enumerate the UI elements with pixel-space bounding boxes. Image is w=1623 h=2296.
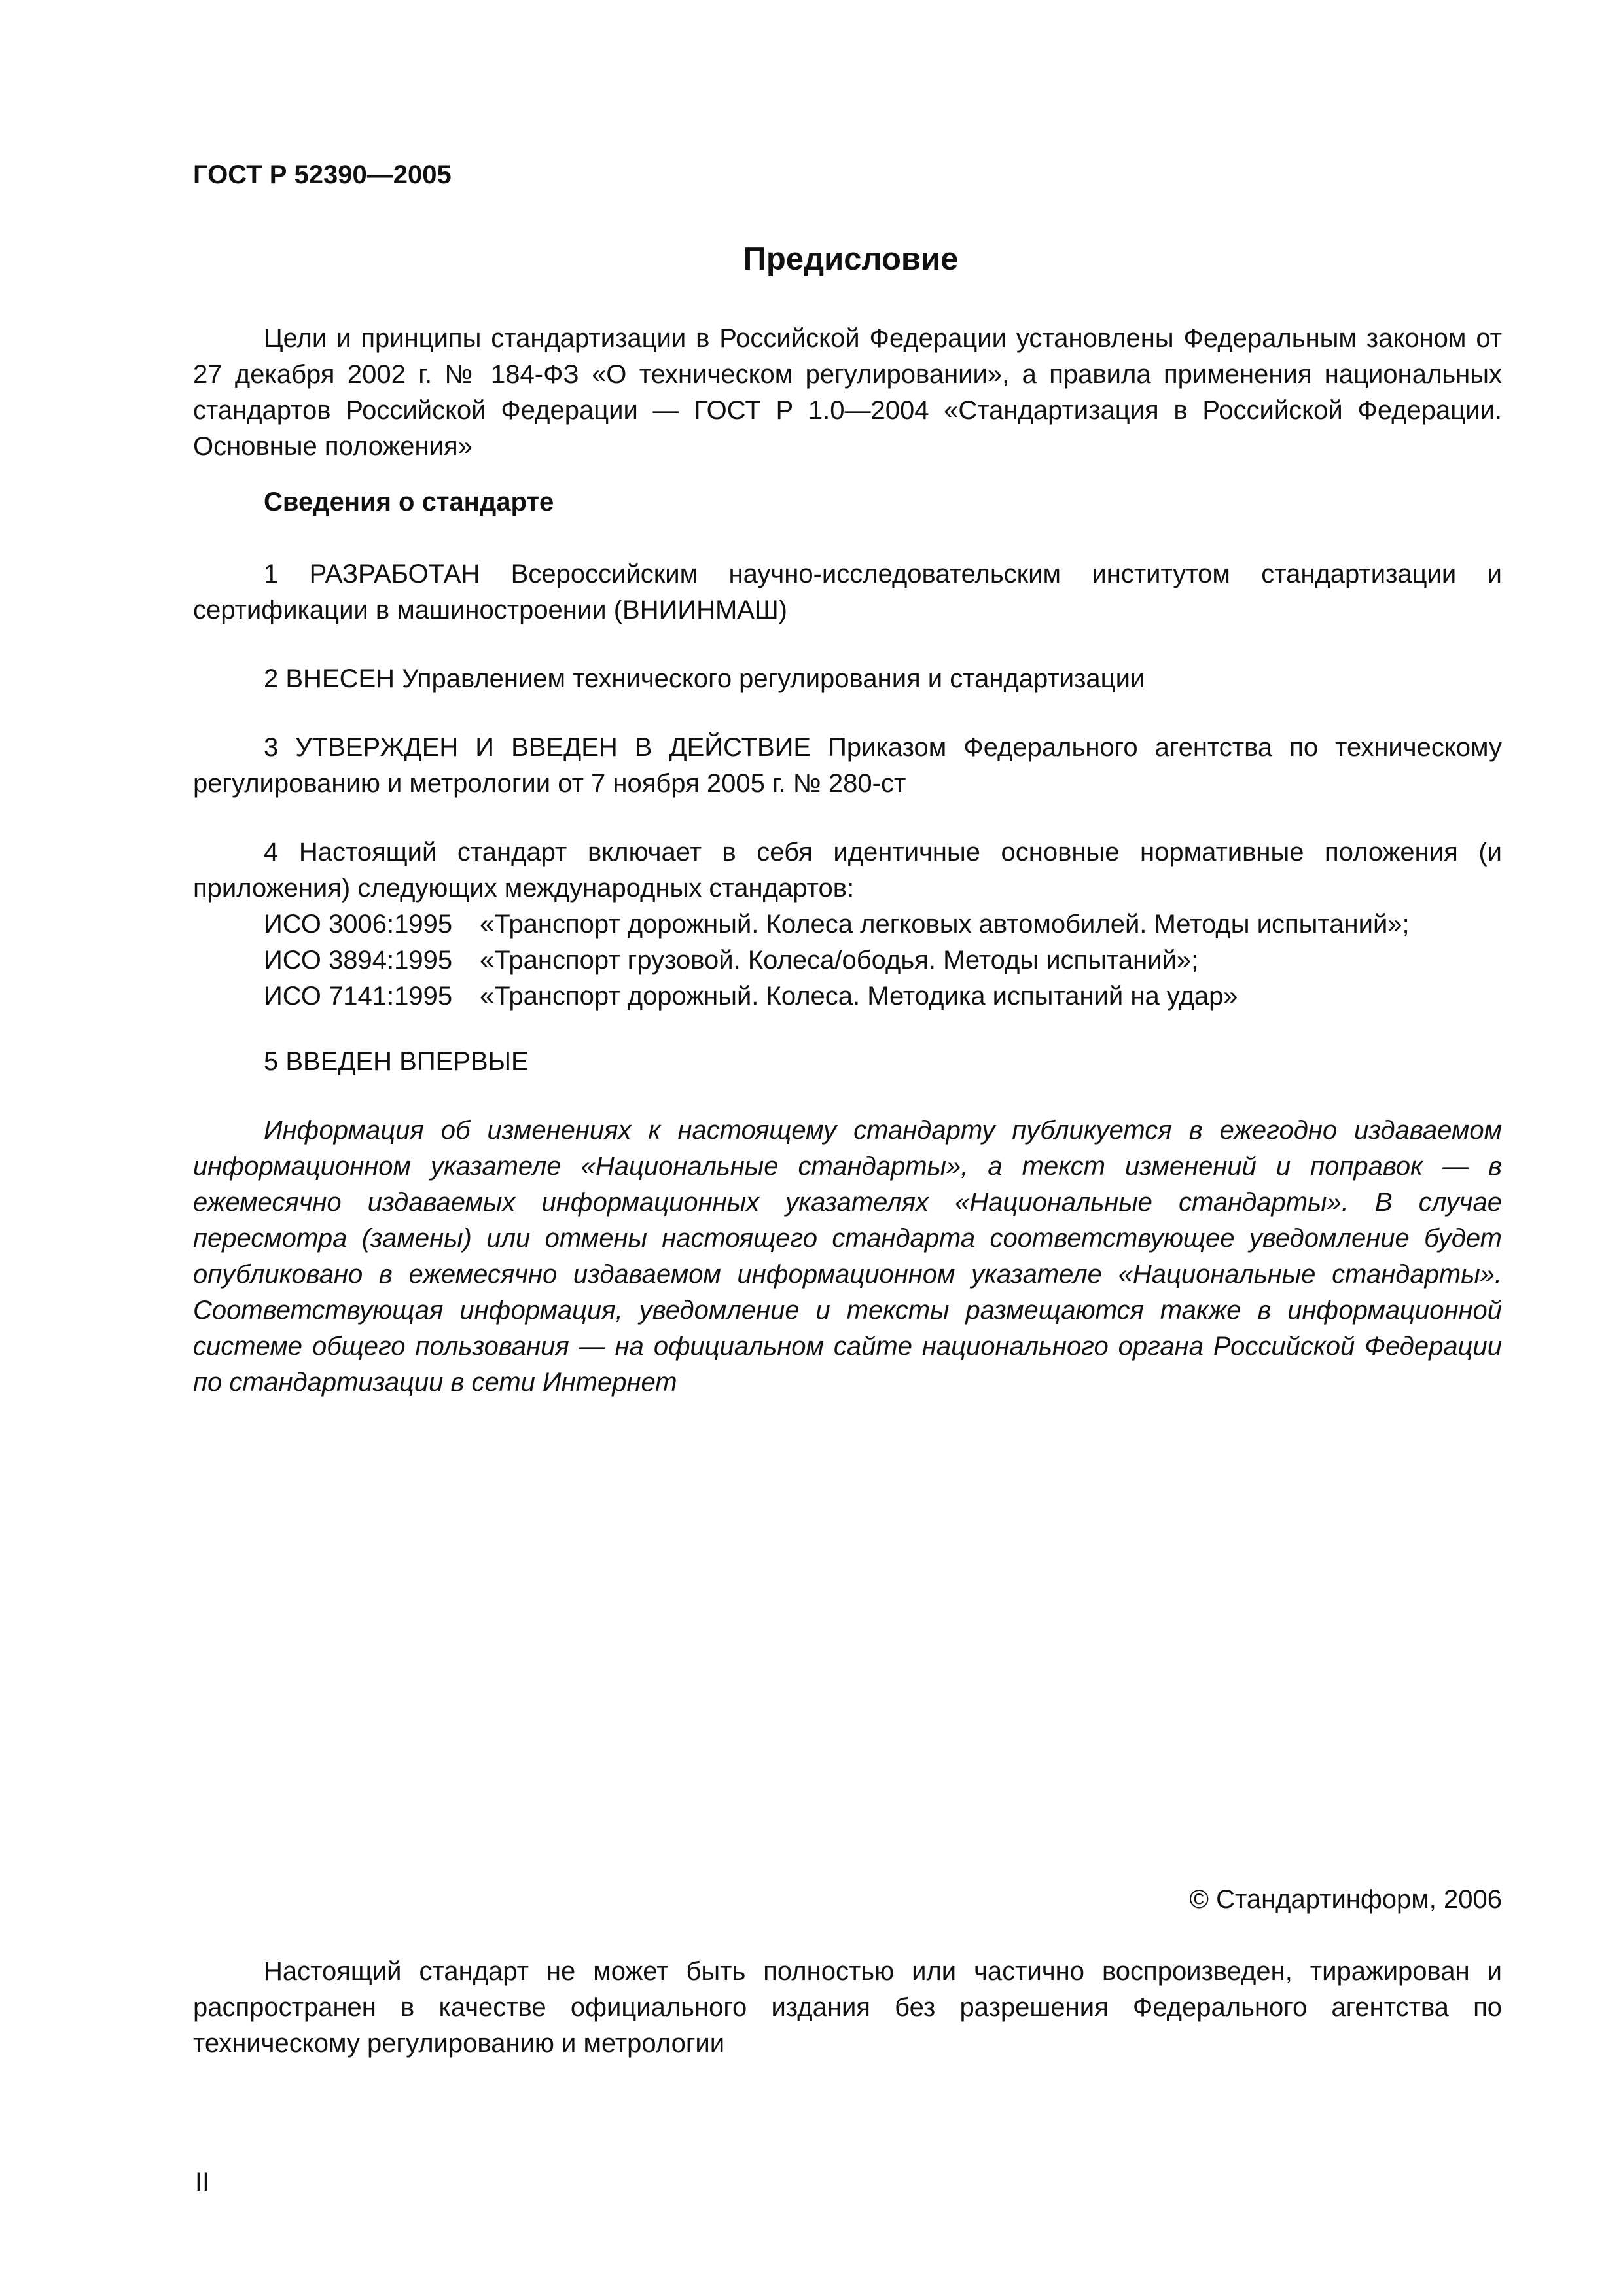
item-developed: 1 РАЗРАБОТАН Всероссийским научно-исследовательским институтом стандартизации и сертификации в машиностроении (ВНИИНМАШ) — [193, 560, 1502, 624]
list-item — [264, 906, 1410, 942]
iso-code: ИСО 7141:1995 — [264, 982, 453, 1011]
list-item — [264, 942, 1410, 978]
item-iso-basis: 4 Настоящий стандарт включает в себя идентичные основные нормативные положения (и приложения) следующих международных стандартов: — [193, 838, 1502, 903]
page-number: II — [195, 2168, 210, 2197]
footer-note: Настоящий стандарт не может быть полностью или частично воспроизведен, тиражирован и распространен в качестве официального издания без разрешения Федерального агентства по техническому регулированию и метрологии — [193, 1957, 1502, 2058]
page-title: Предисловие — [743, 242, 959, 277]
section-heading: Сведения о стандарте — [264, 488, 554, 516]
item-first-introduced: 5 ВВЕДЕН ВПЕРВЫЕ — [264, 1047, 529, 1076]
list-item — [264, 978, 1410, 1014]
info-note: Информация об изменениях к настоящему стандарту публикуется в ежегодно издаваемом информационном указателе «Национальные стандарты», а текст изменений и поправок — в ежемесячно издаваемых информационных указателях «Национальные стандарты». В случае пересмотра (замены) или отмены настоящего стандарта соответствующее уведомление будет опубликовано в ежемесячно издаваемом информационном указателе «Национальные стандарты». Соответствующая информация, уведомление и тексты размещаются также в информационной системе общего пользования — на официальном сайте национального органа Российской Федерации по стандартизации в сети Интернет — [193, 1116, 1502, 1397]
intro-paragraph: Цели и принципы стандартизации в Российской Федерации установлены Федеральным законом от 27 декабря 2002 г. № 184-ФЗ «О техническом регулировании», а правила применения национальных стандартов Российской Федерации — ГОСТ Р 1.0—2004 «Стандартизация в Российской Федерации. Основные положения» — [193, 324, 1502, 461]
iso-title: «Транспорт грузовой. Колеса/ободья. Методы испытаний»; — [480, 946, 1199, 975]
iso-code: ИСО 3006:1995 — [264, 910, 453, 939]
document-id: ГОСТ Р 52390—2005 — [193, 160, 452, 189]
item-approved: 3 УТВЕРЖДЕН И ВВЕДЕН В ДЕЙСТВИЕ Приказом Федерального агентства по техническому регулированию и метрологии от 7 ноября 2005 г. № 280-ст — [193, 733, 1502, 798]
iso-title: «Транспорт дорожный. Колеса. Методика испытаний на удар» — [480, 982, 1238, 1011]
iso-code: ИСО 3894:1995 — [264, 946, 453, 975]
item-submitted: 2 ВНЕСЕН Управлением технического регулирования и стандартизации — [264, 664, 1145, 693]
iso-title: «Транспорт дорожный. Колеса легковых автомобилей. Методы испытаний»; — [480, 910, 1410, 939]
iso-standards-list — [264, 906, 1410, 1014]
copyright: © Стандартинформ, 2006 — [1189, 1885, 1502, 1914]
